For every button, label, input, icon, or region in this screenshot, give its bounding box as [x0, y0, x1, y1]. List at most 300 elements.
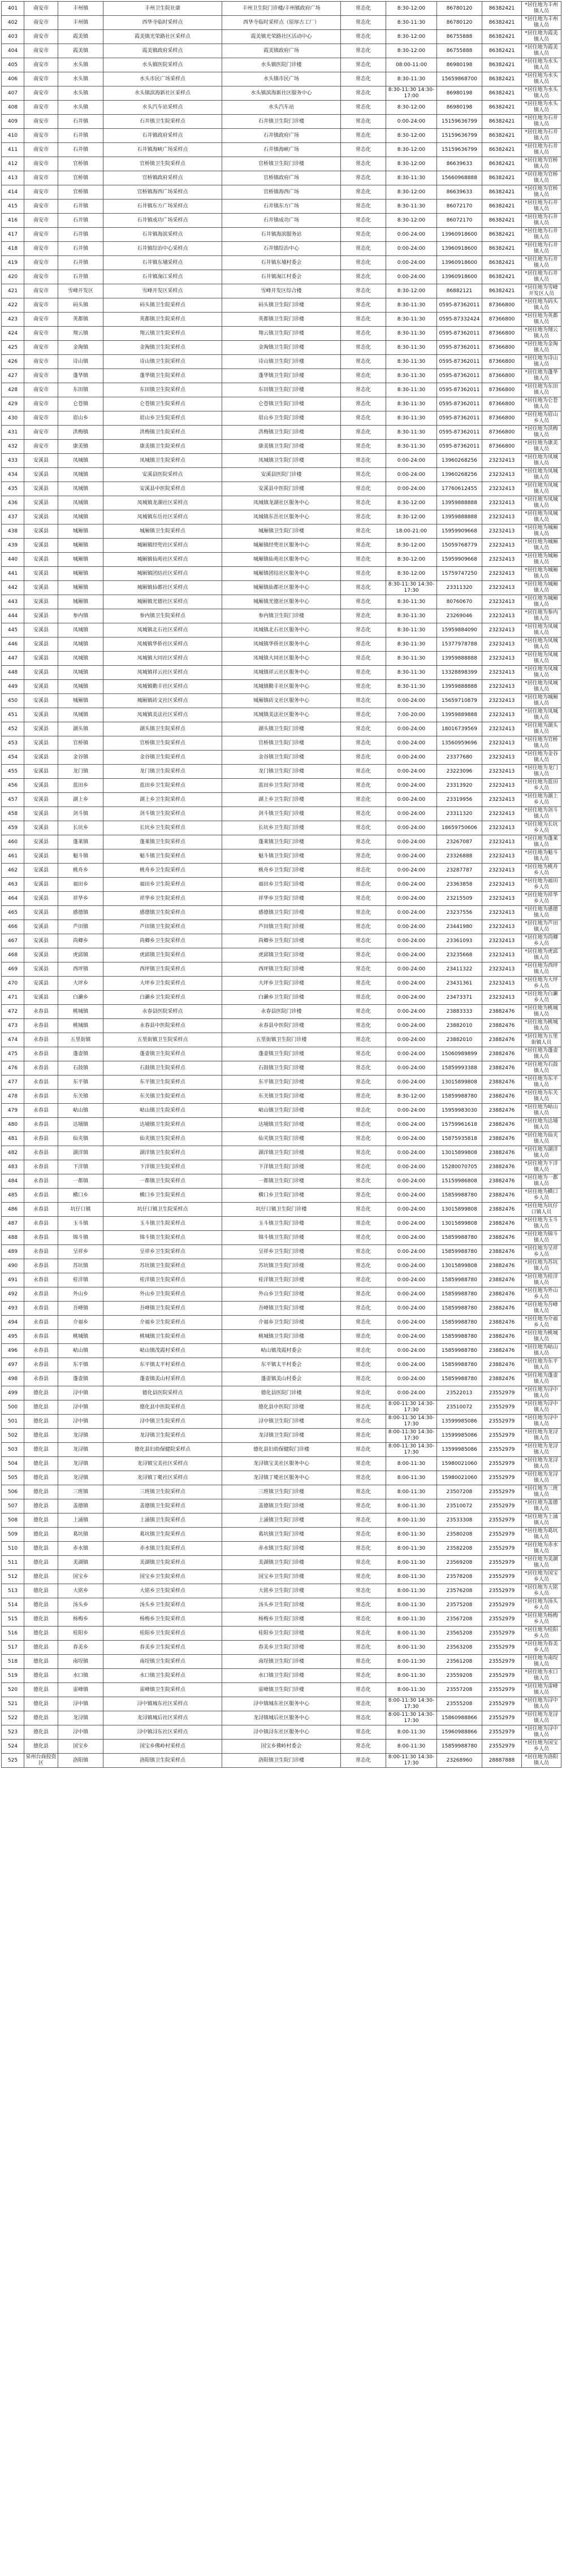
table-row [2, 1273, 561, 1287]
table-cell: 8:30-12:00 [386, 553, 437, 567]
table-cell: 86382421 [482, 242, 522, 256]
table-cell: 安溪县医院门诊楼 [222, 468, 341, 482]
table-cell: 443 [2, 595, 24, 609]
table-cell: 锦斗镇卫生院门诊楼 [222, 1231, 341, 1245]
table-cell: 23552979 [482, 1598, 522, 1612]
table-cell: *居住地为凤城镇人员 [522, 708, 561, 722]
table-cell: 南安市 [24, 86, 58, 101]
table-cell: 凤城镇 [58, 454, 103, 468]
table-row [2, 779, 561, 793]
table-cell: 15059768779 [437, 539, 482, 553]
table-cell: 451 [2, 708, 24, 722]
table-cell: 403 [2, 30, 24, 44]
table-cell: *居住地为石井镇人员 [522, 200, 561, 214]
table-cell: 0595-87332424 [437, 313, 482, 327]
table-cell: 23882476 [482, 1302, 522, 1316]
table-cell: *居住地为桂阳乡人员 [522, 1627, 561, 1641]
table-row [2, 878, 561, 892]
table-cell: 湖洋镇 [58, 1146, 103, 1160]
table-row [2, 1683, 561, 1697]
table-cell: 86072170 [437, 200, 482, 214]
table-cell: 汤头乡卫生院门诊楼 [222, 1598, 341, 1612]
table-cell: 23552979 [482, 1386, 522, 1400]
table-cell: *居住地为水头镇人员 [522, 86, 561, 101]
table-cell: 23232413 [482, 948, 522, 962]
table-cell: 永春县 [24, 1047, 58, 1061]
table-cell: 水头镇滨海新社区服务中心 [222, 86, 341, 101]
table-cell: 仑苍镇卫生院采样点 [103, 397, 222, 411]
table-cell: 汤头乡 [58, 1598, 103, 1612]
table-cell: 安溪县 [24, 638, 58, 652]
table-cell: 常态化 [341, 468, 386, 482]
table-cell: *居住地为美湖镇人员 [522, 1556, 561, 1570]
table-cell: 城厢镇 [58, 595, 103, 609]
table-cell: 0:00-24:00 [386, 821, 437, 835]
table-cell: 盖德镇卫生院采样点 [103, 1499, 222, 1513]
table-row [2, 736, 561, 751]
table-cell: 常态化 [341, 496, 386, 510]
table-cell: *居住地为水口镇人员 [522, 1669, 561, 1683]
table-cell: *居住地为石井镇人员 [522, 115, 561, 129]
table-cell: *居住地为东平镇人员 [522, 1075, 561, 1090]
table-cell: 南安市 [24, 313, 58, 327]
table-cell: 424 [2, 327, 24, 341]
table-row [2, 1019, 561, 1033]
table-row [2, 708, 561, 722]
table-cell: 23552979 [482, 1570, 522, 1584]
table-cell: 杨梅乡 [58, 1612, 103, 1627]
table-cell: 23552979 [482, 1513, 522, 1528]
table-cell: 仙夹镇卫生院采样点 [103, 1132, 222, 1146]
table-cell: 23882476 [482, 1217, 522, 1231]
table-cell: 常态化 [341, 1711, 386, 1725]
table-cell: 8:00-11:30 14:30-17:30 [386, 1697, 437, 1711]
table-cell: 常态化 [341, 1542, 386, 1556]
table-cell: 丰州镇 [58, 2, 103, 16]
table-cell: *居住地为石鼓镇人员 [522, 1061, 561, 1075]
table-cell: 吾峰镇卫生院采样点 [103, 1302, 222, 1316]
table-cell: 三班镇 [58, 1485, 103, 1499]
table-cell: 锦斗镇卫生院采样点 [103, 1231, 222, 1245]
table-cell: 509 [2, 1528, 24, 1542]
table-cell: 福田乡卫生院采样点 [103, 878, 222, 892]
table-row [2, 510, 561, 524]
table-cell: 0:00-24:00 [386, 962, 437, 977]
table-cell: 城厢镇 [58, 539, 103, 553]
table-cell: *居住地为横口乡人员 [522, 1189, 561, 1203]
table-cell: 0:00-24:00 [386, 722, 437, 736]
table-cell: 23232413 [482, 609, 522, 623]
table-cell: 8:30-11:30 [386, 298, 437, 313]
table-row [2, 1061, 561, 1075]
table-cell: 0:00-24:00 [386, 864, 437, 878]
table-row [2, 1528, 561, 1542]
table-cell: 常态化 [341, 1019, 386, 1033]
table-cell: 23882476 [482, 1061, 522, 1075]
table-cell: 13015899808 [437, 1203, 482, 1217]
table-cell: 常态化 [341, 1457, 386, 1471]
table-cell: 0595-87362011 [437, 426, 482, 440]
table-row [2, 440, 561, 454]
table-cell: *居住地为霞美镇人员 [522, 30, 561, 44]
table-cell: 455 [2, 765, 24, 779]
table-cell: *居住地为湖头镇人员 [522, 722, 561, 736]
table-cell: 493 [2, 1302, 24, 1316]
table-cell: *居住地为桃城镇人员 [522, 1019, 561, 1033]
table-cell: 15859988780 [437, 1245, 482, 1259]
table-cell: 凤城镇 [58, 510, 103, 524]
table-cell: 常态化 [341, 934, 386, 948]
table-cell: 8:00-11:30 [386, 1655, 437, 1669]
table-cell: 雷峰镇 [58, 1683, 103, 1697]
table-cell: 魁斗镇 [58, 849, 103, 864]
table-cell: 石井镇东方广场采样点 [103, 200, 222, 214]
table-cell: 水头镇市民广场 [222, 72, 341, 86]
table-cell: 德化县 [24, 1542, 58, 1556]
table-cell: 0:00-24:00 [386, 1075, 437, 1090]
table-cell: 477 [2, 1075, 24, 1090]
table-row [2, 524, 561, 539]
table-cell: *居住地为官桥镇人员 [522, 185, 561, 200]
table-cell: 永春县 [24, 1033, 58, 1047]
table-cell: 安溪县 [24, 454, 58, 468]
table-cell: 23882476 [482, 1160, 522, 1174]
table-cell: 0:00-24:00 [386, 1174, 437, 1189]
table-cell: 龙浔镇城后社区服务中心 [222, 1711, 341, 1725]
table-cell: 凤城镇北石社区采样点 [103, 623, 222, 638]
table-cell: 常态化 [341, 1513, 386, 1528]
table-cell: 8:00-11:30 [386, 1740, 437, 1754]
table-cell: 五里街镇 [58, 1033, 103, 1047]
table-row [2, 1570, 561, 1584]
table-row [2, 129, 561, 143]
table-cell: 福田乡卫生院门诊楼 [222, 878, 341, 892]
table-cell: 洛阳镇卫生院门诊楼 [222, 1754, 341, 1768]
table-row [2, 991, 561, 1005]
table-cell: 8:30-12:00 [386, 284, 437, 298]
table-row [2, 722, 561, 736]
table-cell: 石鼓镇卫生院采样点 [103, 1061, 222, 1075]
table-cell: 春美乡卫生院门诊楼 [222, 1641, 341, 1655]
table-cell: 横口乡卫生院门诊楼 [222, 1189, 341, 1203]
table-cell: *居住地为浔中镇人员 [522, 1400, 561, 1415]
table-cell: 8:30-12:00 [386, 1090, 437, 1104]
table-cell: 0:00-24:00 [386, 482, 437, 496]
table-cell: 城厢镇团结社区服务中心 [222, 567, 341, 581]
table-cell: 石井镇 [58, 200, 103, 214]
table-cell: 0:00-24:00 [386, 256, 437, 270]
table-cell: 玉斗镇卫生院门诊楼 [222, 1217, 341, 1231]
table-cell: 德化县 [24, 1725, 58, 1740]
table-cell: 8:30-11:30 [386, 652, 437, 666]
table-cell: 永春县中医院门诊楼 [222, 1019, 341, 1033]
table-cell: 407 [2, 86, 24, 101]
table-cell: 凤城镇华侨社区服务中心 [222, 638, 341, 652]
table-cell: 86755888 [437, 44, 482, 58]
table-cell: 霞美镇光荣路社区采样点 [103, 30, 222, 44]
table-cell: *居住地为凤城镇人员 [522, 496, 561, 510]
table-cell: 23882476 [482, 1316, 522, 1330]
table-cell: 桃城镇卫生院门诊楼 [222, 1330, 341, 1344]
table-cell: *居住地为官桥镇人员 [522, 736, 561, 751]
table-cell: 常态化 [341, 1146, 386, 1160]
table-cell: 23237556 [437, 906, 482, 920]
table-cell: 常态化 [341, 708, 386, 722]
table-cell: 常态化 [341, 1118, 386, 1132]
table-cell: 常态化 [341, 1189, 386, 1203]
table-cell: 0:00-24:00 [386, 977, 437, 991]
table-cell: 石井镇 [58, 214, 103, 228]
table-cell: 城厢镇砖文社区服务中心 [222, 694, 341, 708]
table-row [2, 1330, 561, 1344]
table-cell: 23431361 [437, 977, 482, 991]
table-cell: 406 [2, 72, 24, 86]
table-cell: 水头市民广场采样点 [103, 72, 222, 86]
table-cell: 488 [2, 1231, 24, 1245]
table-cell: 康美镇卫生院采样点 [103, 440, 222, 454]
table-cell: 一都镇卫生院门诊楼 [222, 1174, 341, 1189]
table-cell: 13960918600 [437, 228, 482, 242]
table-cell: 官桥镇 [58, 171, 103, 185]
table-cell: 赤水镇 [58, 1542, 103, 1556]
table-cell: 498 [2, 1372, 24, 1386]
table-cell: *居住地为石井镇人员 [522, 214, 561, 228]
table-cell: 489 [2, 1245, 24, 1259]
table-cell: 13960268256 [437, 468, 482, 482]
table-cell: 常态化 [341, 680, 386, 694]
table-cell: 23268960 [437, 1754, 482, 1768]
table-cell: *居住地为凤城镇人员 [522, 510, 561, 524]
table-cell: 15859988780 [437, 1344, 482, 1358]
table-cell: 美湖镇卫生院采样点 [103, 1556, 222, 1570]
table-cell: 521 [2, 1697, 24, 1711]
table-row [2, 977, 561, 991]
table-cell: *居住地为雪峰开发区人员 [522, 284, 561, 298]
table-cell: 官桥镇卫生院门诊楼 [222, 157, 341, 171]
table-cell: 永春县 [24, 1019, 58, 1033]
table-cell: 坑仔口镇卫生院门诊楼 [222, 1203, 341, 1217]
table-cell: 南埕镇卫生院采样点 [103, 1655, 222, 1669]
table-cell: 23552979 [482, 1443, 522, 1457]
table-cell: 龙浔镇 [58, 1711, 103, 1725]
table-cell: 8:00-11:30 [386, 1528, 437, 1542]
table-cell: 龙门镇卫生院采样点 [103, 765, 222, 779]
table-cell: 0:00-24:00 [386, 835, 437, 849]
table-cell: 8:30-11:30 [386, 623, 437, 638]
table-cell: 南安市 [24, 2, 58, 16]
table-row [2, 1231, 561, 1245]
table-cell: *居住地为桃城镇人员 [522, 1330, 561, 1344]
table-cell: *居住地为盖德镇人员 [522, 1499, 561, 1513]
table-cell: 常态化 [341, 1683, 386, 1697]
table-cell: 德化县 [24, 1457, 58, 1471]
table-cell: 凤城镇祥云社区采样点 [103, 666, 222, 680]
table-cell: 常态化 [341, 595, 386, 609]
table-cell: 0:00-24:00 [386, 1217, 437, 1231]
table-cell: 城厢镇经兜社区服务中心 [222, 539, 341, 553]
table-cell: 官桥镇 [58, 736, 103, 751]
table-cell: 0:00-24:00 [386, 892, 437, 906]
table-cell: 86382421 [482, 270, 522, 284]
table-cell: 23552979 [482, 1528, 522, 1542]
table-cell: 8:30-11:30 [386, 397, 437, 411]
table-cell: 南安市 [24, 327, 58, 341]
table-row [2, 454, 561, 468]
table-cell: 浔中镇 [58, 1697, 103, 1711]
table-cell: 18016739569 [437, 722, 482, 736]
table-cell: 德化县妇幼保健院采样点 [103, 1443, 222, 1457]
table-cell: *居住地为大坪乡人员 [522, 977, 561, 991]
table-cell: *居住地为国宝乡人员 [522, 1740, 561, 1754]
table-cell: 东平镇卫生院采样点 [103, 1075, 222, 1090]
table-cell: 507 [2, 1499, 24, 1513]
table-cell: 常态化 [341, 849, 386, 864]
table-cell: 南安市 [24, 242, 58, 256]
table-cell: 白濑乡 [58, 991, 103, 1005]
table-cell: 常态化 [341, 341, 386, 355]
table-cell: 0:00-24:00 [386, 270, 437, 284]
table-row [2, 835, 561, 849]
table-cell: 23882476 [482, 1019, 522, 1033]
table-cell: *居住地为石井镇人员 [522, 242, 561, 256]
table-cell: 水口镇 [58, 1669, 103, 1683]
table-cell: 常态化 [341, 72, 386, 86]
table-cell: 23510072 [437, 1400, 482, 1415]
table-cell: *居住地为金淘镇人员 [522, 341, 561, 355]
table-cell: 8:00-11:30 [386, 1627, 437, 1641]
table-cell: 8:30-12:00 [386, 567, 437, 581]
table-cell: 蓝田乡卫生院门诊楼 [222, 779, 341, 793]
table-cell: *居住地为龙浔镇人员 [522, 1429, 561, 1443]
table-row [2, 355, 561, 369]
table-cell: 466 [2, 920, 24, 934]
table-cell: 23232413 [482, 524, 522, 539]
table-cell: 美湖镇 [58, 1556, 103, 1570]
table-cell: 安溪县 [24, 864, 58, 878]
table-cell: 雪峰开发区综合楼 [222, 284, 341, 298]
table-cell: 470 [2, 977, 24, 991]
table-cell: 87366800 [482, 355, 522, 369]
table-cell: 英都镇卫生院门诊楼 [222, 313, 341, 327]
table-cell: 安溪县 [24, 510, 58, 524]
table-cell: *居住地为桃城镇人员 [522, 1005, 561, 1019]
table-cell: 虎邱镇卫生院门诊楼 [222, 948, 341, 962]
table-cell: 常态化 [341, 1316, 386, 1330]
table-cell: 13959888888 [437, 496, 482, 510]
table-row [2, 369, 561, 383]
table-cell: 86382421 [482, 256, 522, 270]
table-cell: 0:00-24:00 [386, 849, 437, 864]
table-cell: 434 [2, 468, 24, 482]
table-cell: 常态化 [341, 44, 386, 58]
table-cell: 449 [2, 680, 24, 694]
table-cell: 南安市 [24, 16, 58, 30]
table-cell: *居住地为凤城镇人员 [522, 482, 561, 496]
table-cell: 水头镇 [58, 58, 103, 72]
table-cell: 8:30-11:30 [386, 440, 437, 454]
table-cell: 15859988780 [437, 1090, 482, 1104]
table-cell: 凤城镇 [58, 496, 103, 510]
table-cell: 永春县中医院采样点 [103, 1019, 222, 1033]
table-cell: 15859993388 [437, 1061, 482, 1075]
table-cell: 南安市 [24, 101, 58, 115]
table-cell: 0595-87362011 [437, 355, 482, 369]
table-cell: 永春县 [24, 1245, 58, 1259]
table-cell: 常态化 [341, 1499, 386, 1513]
table-row [2, 666, 561, 680]
table-cell: 德化县中医院采样点 [103, 1400, 222, 1415]
table-cell: 湖头镇卫生院门诊楼 [222, 722, 341, 736]
table-cell: 13015899808 [437, 1217, 482, 1231]
table-cell: 0:00-24:00 [386, 1245, 437, 1259]
table-cell: 石井镇海峡广场 [222, 143, 341, 157]
table-cell: 龙浔镇 [58, 1443, 103, 1457]
table-cell: 0595-87362011 [437, 383, 482, 397]
table-cell: 516 [2, 1627, 24, 1641]
table-row [2, 327, 561, 341]
table-cell: 横口乡卫生院采样点 [103, 1189, 222, 1203]
table-cell: 13960268256 [437, 454, 482, 468]
table-cell: 蓬莱镇卫生院采样点 [103, 835, 222, 849]
table-cell: 402 [2, 16, 24, 30]
table-cell: 8:30-12:00 [386, 44, 437, 58]
table-row [2, 934, 561, 948]
table-cell: 常态化 [341, 143, 386, 157]
table-cell: 玉斗镇 [58, 1217, 103, 1231]
table-cell: 23232413 [482, 623, 522, 638]
table-cell: 蓬华镇卫生院门诊楼 [222, 369, 341, 383]
table-cell: 凤城镇龙湖社区采样点 [103, 496, 222, 510]
table-cell: 德化县 [24, 1740, 58, 1754]
table-cell: 石鼓镇 [58, 1061, 103, 1075]
table-cell: 安溪县 [24, 553, 58, 567]
table-cell: 23882476 [482, 1330, 522, 1344]
table-cell: 霞美镇 [58, 30, 103, 44]
table-cell: 23882010 [437, 1033, 482, 1047]
table-cell: 石井镇卫生院门诊楼 [222, 115, 341, 129]
table-cell: 常态化 [341, 1273, 386, 1287]
table-cell: 安溪县 [24, 652, 58, 666]
table-cell: 447 [2, 652, 24, 666]
table-cell: 石井镇成功广场 [222, 214, 341, 228]
table-cell: 常态化 [341, 948, 386, 962]
table-row [2, 1344, 561, 1358]
table-cell: 405 [2, 58, 24, 72]
table-cell: 大铭乡 [58, 1584, 103, 1598]
table-cell: 23232413 [482, 765, 522, 779]
table-cell: 常态化 [341, 1217, 386, 1231]
table-cell: 蓬莱镇 [58, 835, 103, 849]
table-cell: 永春县 [24, 1118, 58, 1132]
table-cell: 码头镇 [58, 298, 103, 313]
table-cell: *居住地为西坪镇人员 [522, 962, 561, 977]
table-cell: *居住地为蓬华镇人员 [522, 369, 561, 383]
table-cell: 0:00-24:00 [386, 1104, 437, 1118]
table-cell: 15875935818 [437, 1132, 482, 1146]
table-cell: 南安市 [24, 284, 58, 298]
table-cell: 15377978788 [437, 638, 482, 652]
table-row [2, 765, 561, 779]
table-cell: *居住地为虎邱镇人员 [522, 948, 561, 962]
table-cell: 13960918600 [437, 270, 482, 284]
table-cell: 官桥镇 [58, 157, 103, 171]
table-cell: 23552979 [482, 1683, 522, 1697]
table-cell: 23552979 [482, 1457, 522, 1471]
table-cell: 23232413 [482, 496, 522, 510]
table-cell: 外山乡 [58, 1287, 103, 1302]
table-cell: 洪梅镇卫生院门诊楼 [222, 426, 341, 440]
table-cell: 常态化 [341, 751, 386, 765]
